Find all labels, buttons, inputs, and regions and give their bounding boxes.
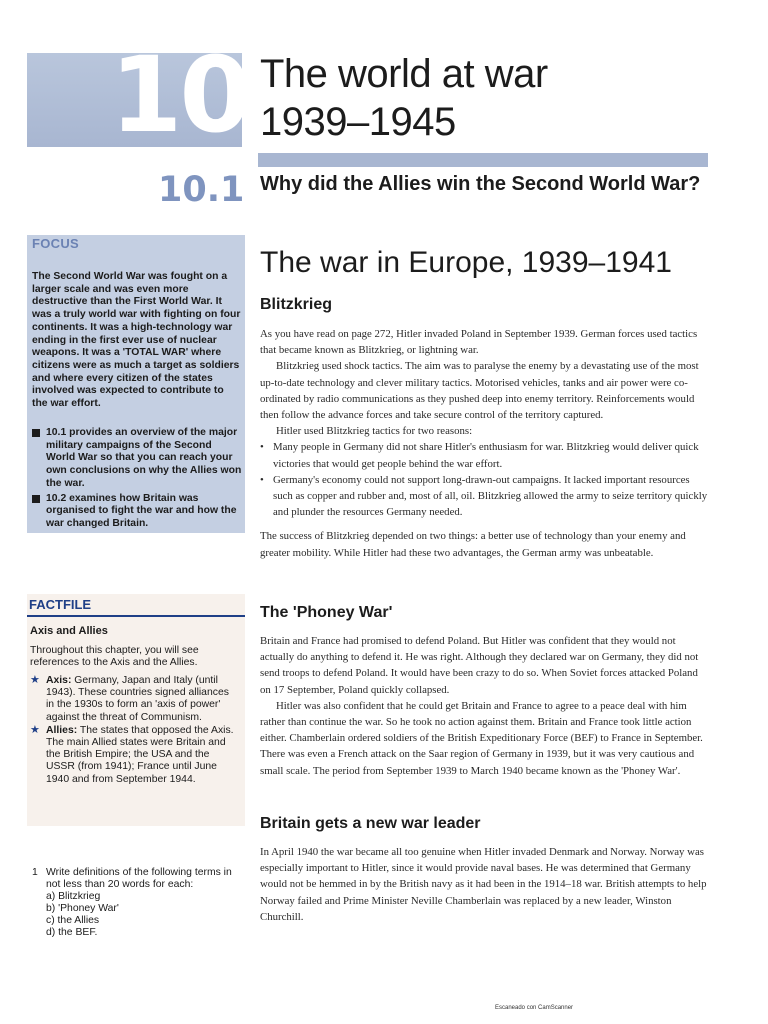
square-bullet-icon (32, 495, 40, 503)
focus-text: The Second World War was fought on a larger scale and was even more destructive than the First World War. It was a truly world war with fighting on four continents. It was a high-technology war ending in the first ever use of nuclear weapons. It was a 'TOTAL WAR' where citizens were as much a target as soldiers and where every citizen of the states involved was expected to contribute to the war effort. (32, 271, 241, 410)
paragraph: As you have read on page 272, Hitler invaded Poland in September 1939. German forces used tactics that became known as Blitzkrieg, or lightning war. (260, 328, 698, 357)
question-block (32, 867, 242, 939)
question-option: a) Blitzkrieg (46, 891, 101, 902)
paragraph: Britain and France had promised to defend Poland. But Hitler was confident that they would not actually do anything to defend it. He was right. Although they declared war on Germany, they did not send troops to defend Poland. It would have been crazy to do so. When Soviet forces attacked Poland on 17 September, Poland quickly collapsed. (260, 635, 699, 696)
factfile-rule (27, 615, 245, 617)
chapter-title-line2: 1939–1945 (260, 100, 456, 144)
paragraph: The success of Blitzkrieg depended on two things: a better use of technology than your enemy and greater mobility. While Hitler had these two advantages, the German army was unbeatable. (260, 530, 686, 559)
paragraph: In April 1940 the war became all too genuine when Hitler invaded Denmark and Norway. Norway was especially important to Hitler, since it would provide naval bases. He was determined that Germany would not be hemmed in by the British navy as it had been in the 1914–18 war. British attempts to help Norway failed and Prime Minister Neville Chamberlain was replaced by a new leader, Winston Churchill. (260, 846, 707, 923)
focus-bullet-list (32, 427, 242, 533)
question-number: 1 (32, 867, 38, 878)
subheading-war-leader: Britain gets a new war leader (260, 815, 481, 832)
factfile-list (30, 675, 238, 787)
title-rule (258, 153, 708, 167)
war-leader-body (260, 844, 710, 925)
star-icon: ★ (30, 674, 40, 686)
bullet-item: • Germany's economy could not support long-drawn-out campaigns. It lacked important resources such as copper and rubber and, most of all, oil. Blitzkrieg allowed the army to seize territory quickly and plunder the resources Germany needed. (260, 472, 710, 521)
section-number: 10.1 (158, 170, 245, 210)
chapter-title-line1: The world at war (260, 52, 548, 96)
paragraph: Blitzkrieg used shock tactics. The aim was to paralyse the enemy by a devastating use of the most up-to-date technology and clever military tactics. Motorised vehicles, tanks and air power were co-ordinated by radio communications as they pushed deep into enemy territory. Reinforcements would then follow the advance forces and take secure control of the territory captured. (260, 360, 699, 422)
chapter-number: 10 (110, 34, 249, 156)
blitzkrieg-bullet-list (260, 439, 710, 520)
factfile-label: FACTFILE (29, 597, 92, 612)
scanner-footer: Escaneado con CamScanner (495, 1005, 574, 1011)
subheading-blitzkrieg: Blitzkrieg (260, 296, 333, 313)
blitzkrieg-body (260, 326, 710, 561)
focus-bullet: 10.1 provides an overview of the major military campaigns of the Second World War so that you can reach your own conclusions on why the Allies won the war. (32, 427, 242, 491)
factfile-intro: Throughout this chapter, you will see references to the Axis and the Allies. (30, 645, 199, 669)
paragraph: Hitler used Blitzkrieg tactics for two reasons: (276, 425, 473, 438)
paragraph: Hitler was also confident that he could get Britain and France to agree to a peace deal with him rather than continue the war. So he took no action against them. Britain and France took little action either. Chamberlain ordered soldiers of the British Expeditionary Force (BEF) to France in September. There was even a French attack on the Saar region of Germany in 1939, but it was very cautious and small scale. The period from September 1939 to March 1940 became known as the 'Phoney War'. (260, 699, 703, 777)
factfile-subtitle: Axis and Allies (30, 625, 108, 637)
question-text: Write definitions of the following terms in not less than 20 words for each: (46, 867, 232, 890)
factfile-item: ★ Allies: The states that opposed the Axis. The main Allied states were Britain and the British Empire; the USA and the USSR (from 1941); France until June 1940 and from September 1944. (30, 723, 234, 785)
question-option: d) the BEF. (46, 927, 98, 938)
subheading-phoney-war: The 'Phoney War' (260, 604, 393, 621)
square-bullet-icon (32, 429, 40, 437)
bullet-item: • Many people in Germany did not share Hitler's enthusiasm for war. Blitzkrieg would deliver quick victories that would get people behind the war effort. (260, 439, 710, 471)
chapter-title (260, 50, 740, 146)
main-heading: The war in Europe, 1939–1941 (260, 246, 672, 279)
phoney-war-body (260, 633, 710, 779)
question-option: c) the Allies (46, 915, 100, 926)
factfile-item: ★ Axis: Germany, Japan and Italy (until 1943). These countries signed alliances in the 1930s to form an 'axis of power' against the threat of Communism. (30, 674, 229, 723)
focus-label: FOCUS (32, 236, 79, 251)
section-title: Why did the Allies win the Second World War? (260, 173, 701, 195)
question-option: b) 'Phoney War' (46, 903, 119, 914)
star-icon: ★ (30, 723, 40, 736)
focus-bullet: 10.2 examines how Britain was organised to fight the war and how the war changed Britain. (32, 493, 242, 531)
